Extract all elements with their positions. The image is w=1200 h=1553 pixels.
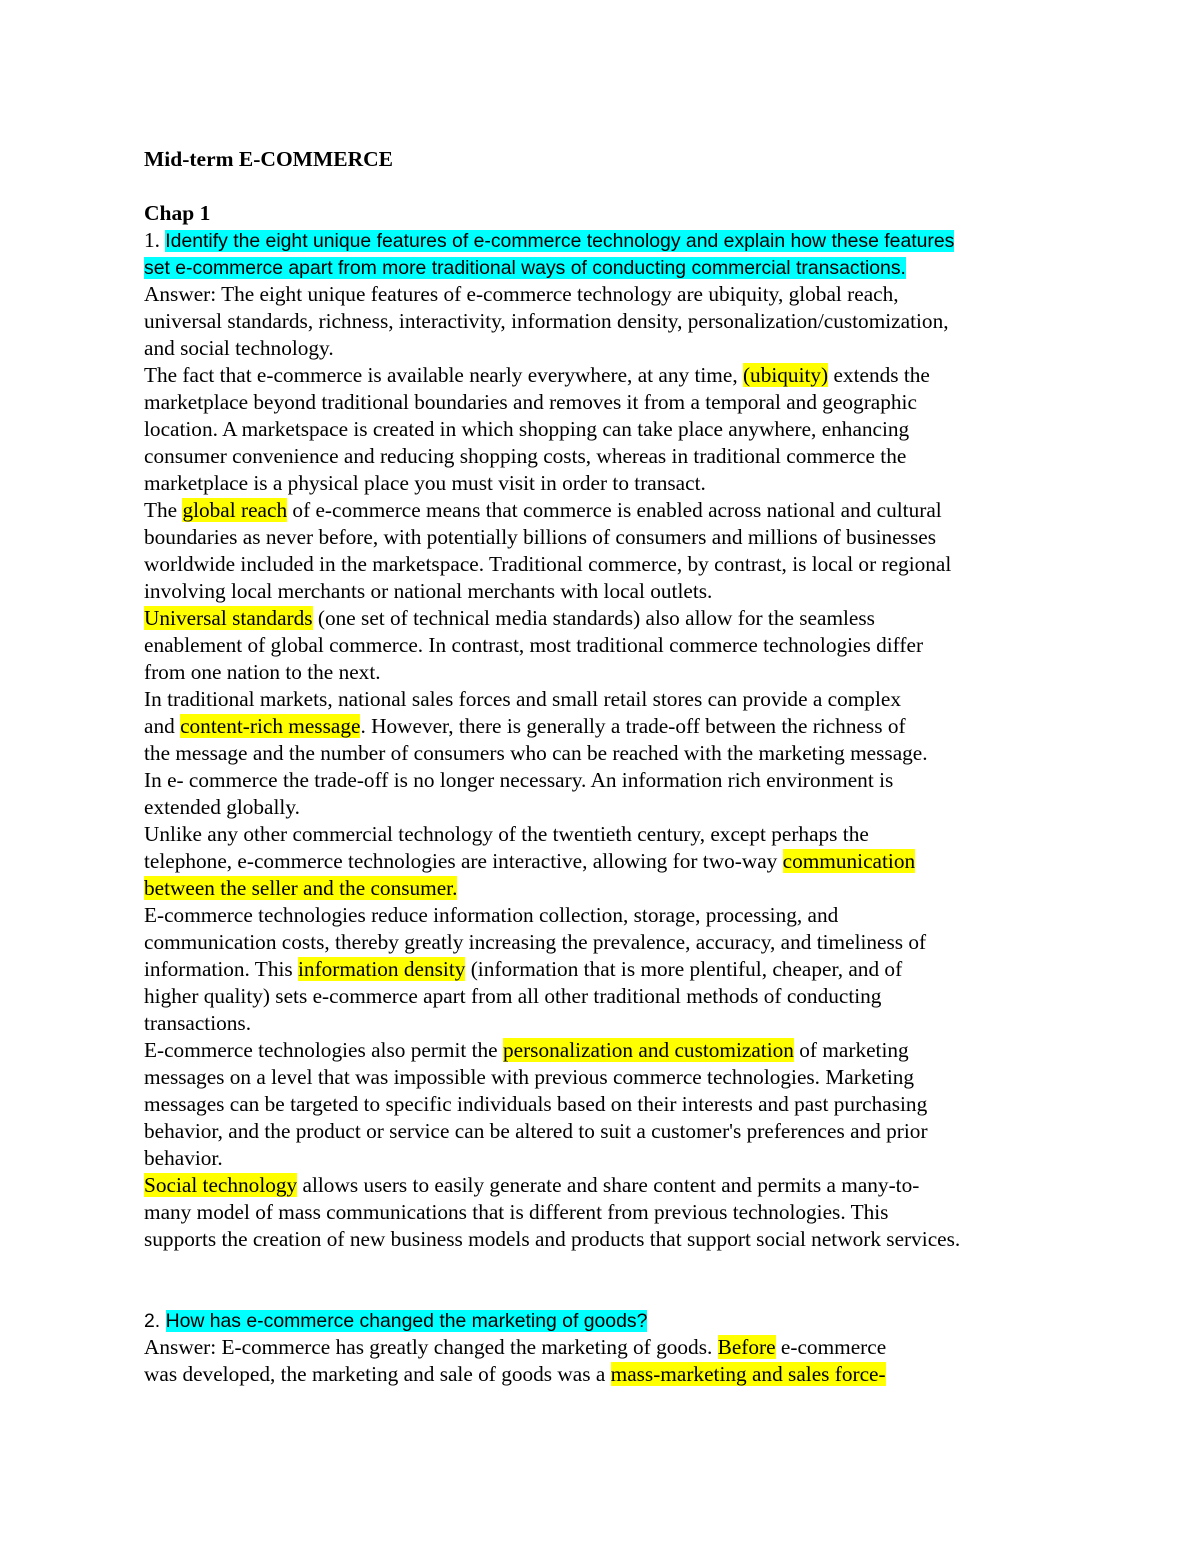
highlight: (ubiquity): [742, 363, 829, 387]
question-1: [144, 227, 1064, 1253]
answer-line: transactions.: [144, 1011, 252, 1035]
document-page: [144, 146, 1064, 1388]
answer-line: Universal standards (one set of technical media standards) also allow for the seamless: [144, 606, 875, 630]
answer-line: extended globally.: [144, 795, 300, 819]
answer-line: The global reach of e-commerce means that commerce is enabled across national and cultural: [144, 498, 942, 522]
answer-line: marketplace beyond traditional boundaries and removes it from a temporal and geographic: [144, 390, 917, 414]
answer-line: worldwide included in the marketspace. Traditional commerce, by contrast, is local or regional: [144, 552, 952, 576]
answer-line: the message and the number of consumers who can be reached with the marketing message.: [144, 741, 928, 765]
answer-line: from one nation to the next.: [144, 660, 381, 684]
answer-line: information. This information density (information that is more plentiful, cheaper, and of: [144, 957, 903, 981]
answer-line: messages on a level that was impossible with previous commerce technologies. Marketing: [144, 1065, 915, 1089]
chapter-heading: Chap 1: [144, 201, 211, 225]
answer-line: marketplace is a physical place you must visit in order to transact.: [144, 471, 706, 495]
question-text: Identify the eight unique features of e-commerce technology and explain how these features: [165, 230, 955, 252]
question-2: [144, 1307, 1064, 1388]
answer-line: In e- commerce the trade-off is no longer necessary. An information rich environment is: [144, 768, 894, 792]
answer-line: boundaries as never before, with potentially billions of consumers and millions of businesses: [144, 525, 936, 549]
answer-line: behavior.: [144, 1146, 223, 1170]
highlight: communication: [782, 849, 916, 873]
answer-line: [144, 875, 1064, 902]
answer-line: behavior, and the product or service can be altered to suit a customer's preferences and prior: [144, 1119, 928, 1143]
question-number: 2.: [144, 1310, 166, 1332]
answer-line: location. A marketspace is created in which shopping can take place anywhere, enhancing: [144, 417, 910, 441]
question-number: 1.: [144, 228, 166, 252]
answer-line: higher quality) sets e-commerce apart from all other traditional methods of conducting: [144, 984, 882, 1008]
answer-line: Unlike any other commercial technology of the twentieth century, except perhaps the: [144, 822, 869, 846]
answer-line: Answer: E-commerce has greatly changed the marketing of goods. Before e-commerce: [144, 1335, 887, 1359]
answer-line: many model of mass communications that is different from previous technologies. This: [144, 1200, 889, 1224]
highlight: content-rich message: [180, 714, 361, 738]
answer-line: communication costs, thereby greatly increasing the prevalence, accuracy, and timeliness of: [144, 930, 927, 954]
question-text: set e-commerce apart from more traditional ways of conducting commercial transactions.: [144, 257, 906, 279]
highlight: between the seller and the consumer.: [144, 876, 458, 900]
answer-line: messages can be targeted to specific individuals based on their interests and past purchasing: [144, 1092, 928, 1116]
answer-line: telephone, e-commerce technologies are interactive, allowing for two-way communication: [144, 849, 916, 873]
answer-line: involving local merchants or national merchants with local outlets.: [144, 579, 713, 603]
highlight: global reach: [182, 498, 288, 522]
answer-line: The fact that e-commerce is available nearly everywhere, at any time, (ubiquity) extends the: [144, 363, 930, 387]
answer-line: and social technology.: [144, 336, 334, 360]
answer-line: consumer convenience and reducing shopping costs, whereas in traditional commerce the: [144, 444, 907, 468]
answer-line: E-commerce technologies reduce information collection, storage, processing, and: [144, 903, 839, 927]
answer-line: Answer: The eight unique features of e-commerce technology are ubiquity, global reach,: [144, 282, 899, 306]
answer-line: universal standards, richness, interactivity, information density, personalization/customization,: [144, 309, 949, 333]
highlight: personalization and customization: [502, 1038, 794, 1062]
highlight: Universal standards: [144, 606, 313, 630]
question-text: How has e-commerce changed the marketing of goods?: [165, 1310, 648, 1332]
answer-line: In traditional markets, national sales forces and small retail stores can provide a complex: [144, 687, 901, 711]
highlight: mass-marketing and sales force-: [610, 1362, 886, 1386]
answer-line: and content-rich message. However, there is generally a trade-off between the richness of: [144, 714, 906, 738]
answer-line: E-commerce technologies also permit the personalization and customization of marketing: [144, 1038, 909, 1062]
answer-line: supports the creation of new business models and products that support social network services.: [144, 1227, 961, 1251]
highlight: information density: [298, 957, 466, 981]
answer-line: Social technology allows users to easily generate and share content and permits a many-to-: [144, 1173, 920, 1197]
highlight: Social technology: [144, 1173, 298, 1197]
highlight: Before: [717, 1335, 776, 1359]
answer-line: enablement of global commerce. In contrast, most traditional commerce technologies differ: [144, 633, 924, 657]
answer-line: was developed, the marketing and sale of goods was a mass-marketing and sales force-: [144, 1362, 886, 1386]
document-title: Mid-term E-COMMERCE: [144, 147, 393, 171]
